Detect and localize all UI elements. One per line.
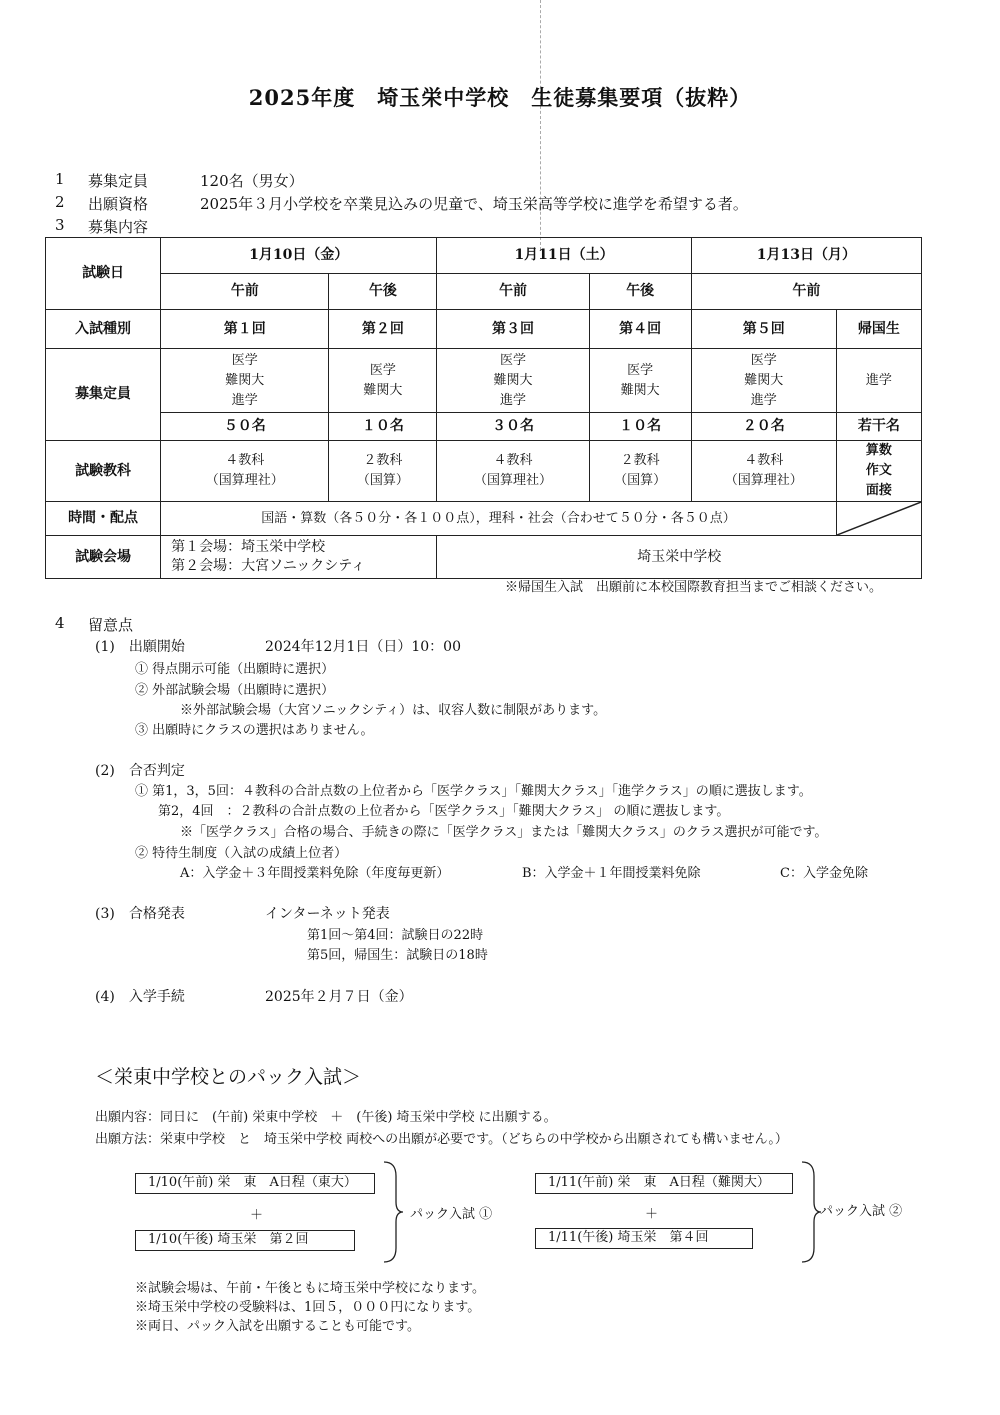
course-cell: 医学 難関大 (589, 349, 691, 413)
pack-note: ※試験会場は、午前・午後ともに埼玉栄中学校になります。 (135, 1281, 485, 1296)
overview-label-2: 出願資格 (88, 195, 149, 213)
pack2-plus: ＋ (645, 1207, 659, 1222)
venue-line-1: 第１会場：埼玉栄中学校 (171, 539, 326, 555)
count-cell: 若干名 (836, 413, 921, 441)
date-jan13: 1月13日（月） (691, 238, 921, 274)
type-cell: 第５回 (691, 310, 836, 349)
note3-value: インターネット発表 (265, 906, 390, 922)
session-cell: 午前 (691, 274, 921, 310)
pack2-bottom-box: 1/11(午後) 埼玉栄 第４回 (535, 1228, 753, 1249)
overview-num-2: 2 (55, 193, 65, 211)
pack2-label: パック入試 ② (820, 1204, 903, 1219)
row-label-subjects: 試験教科 (46, 441, 161, 502)
diagonal-empty-cell (836, 502, 921, 536)
count-cell: １０名 (329, 413, 437, 441)
page-title: 2025年度 埼玉栄中学校 生徒募集要項（抜粋） (248, 85, 752, 110)
scholarship-a: A：入学金＋３年間授業料免除（年度毎更新） (180, 866, 450, 881)
session-cell: 午前 (437, 274, 589, 310)
recruitment-table (45, 237, 922, 579)
pack1-bottom-box: 1/10(午後) 埼玉栄 第２回 (135, 1230, 355, 1251)
pack-note: ※両日、パック入試を出願することも可能です。 (135, 1319, 420, 1334)
venue-right-cell: 埼玉栄中学校 (437, 536, 922, 579)
note4-label: (4) 入学手続 (95, 989, 185, 1005)
pack1-label: パック入試 ① (410, 1207, 493, 1222)
count-cell: ２０名 (691, 413, 836, 441)
session-cell: 午後 (589, 274, 691, 310)
note1-item: ② 外部試験会場（出願時に選択） (135, 683, 335, 698)
course-cell: 医学 難関大 (329, 349, 437, 413)
overview-num-3: 3 (55, 216, 65, 234)
note1-item: ※外部試験会場（大宮ソニックシティ）は、収容人数に制限があります。 (180, 703, 607, 718)
overview-value-2: 2025年３月小学校を卒業見込みの児童で、埼玉栄高等学校に進学を希望する者。 (200, 195, 748, 213)
type-cell: 第１回 (161, 310, 329, 349)
subject-cell: ４教科 （国算理社） (691, 441, 836, 502)
type-cell: 第２回 (329, 310, 437, 349)
count-cell: ５０名 (161, 413, 329, 441)
note2-line: 第2，4回 ：２教科の合計点数の上位者から「医学クラス」「難関大クラス」 の順に選抜します。 (158, 804, 730, 819)
subject-cell: ２教科 （国算） (329, 441, 437, 502)
pack-method: 出願方法：栄東中学校 と 埼玉栄中学校 両校への出願が必要です。（どちらの中学校から出願されても構いません。） (95, 1132, 788, 1147)
table-footnote: ※帰国生入試 出願前に本校国際教育担当までご相談ください。 (505, 580, 883, 595)
session-cell: 午前 (161, 274, 329, 310)
pack2-top-box: 1/11(午前) 栄 東 A日程（難関大） (535, 1173, 793, 1194)
note2-line: ※「医学クラス」合格の場合、手続きの際に「医学クラス」または「難関大クラス」のクラス選択が可能です。 (180, 825, 828, 840)
course-cell: 進学 (836, 349, 921, 413)
venue-line-2: 第２会場：大宮ソニックシティ (171, 558, 366, 574)
course-cell: 医学 難関大 進学 (437, 349, 589, 413)
section4-num: 4 (55, 614, 65, 632)
course-cell: 医学 難関大 進学 (691, 349, 836, 413)
note3-label: (3) 合格発表 (95, 906, 185, 922)
note3-line: 第5回，帰国生：試験日の18時 (307, 948, 488, 963)
note1-item: ③ 出願時にクラスの選択はありません。 (135, 723, 374, 738)
row-label-time: 時間・配点 (46, 502, 161, 536)
overview-num-1: 1 (55, 170, 65, 188)
subject-cell: ４教科 （国算理社） (161, 441, 329, 502)
scholarship-b: B：入学金＋１年間授業料免除 (522, 866, 701, 881)
pack-note: ※埼玉栄中学校の受験料は、1回５，０００円になります。 (135, 1300, 481, 1315)
note2-label: (2) 合否判定 (95, 763, 185, 779)
row-label-capacity: 募集定員 (46, 349, 161, 441)
pack-heading: ＜栄東中学校とのパック入試＞ (95, 1066, 362, 1088)
venue-left-cell (161, 536, 437, 579)
count-cell: ３０名 (437, 413, 589, 441)
time-points-cell: 国語・算数（各５０分・各１００点），理科・社会（合わせて５０分・各５０点） (161, 502, 837, 536)
subject-cell: ４教科 （国算理社） (437, 441, 589, 502)
course-cell: 医学 難関大 進学 (161, 349, 329, 413)
overview-label-3: 募集内容 (88, 218, 149, 236)
pack1-top-box: 1/10(午前) 栄 東 A日程（東大） (135, 1173, 375, 1194)
row-label-type: 入試種別 (46, 310, 161, 349)
row-label-date: 試験日 (46, 238, 161, 310)
session-cell: 午後 (329, 274, 437, 310)
note4-value: 2025年２月７日（金） (265, 989, 413, 1005)
overview-value-1: 120名（男女） (200, 172, 304, 190)
date-jan10: 1月10日（金） (161, 238, 437, 274)
type-cell: 第３回 (437, 310, 589, 349)
pack-content: 出願内容：同日に (午前) 栄東中学校 ＋ (午後) 埼玉栄中学校 に出願する。 (95, 1110, 557, 1125)
count-cell: １０名 (589, 413, 691, 441)
note2-line: ② 特待生制度（入試の成績上位者） (135, 846, 348, 861)
subject-cell: ２教科 （国算） (589, 441, 691, 502)
type-cell: 第４回 (589, 310, 691, 349)
scholarship-c: C：入学金免除 (780, 866, 868, 881)
row-label-venue: 試験会場 (46, 536, 161, 579)
section4-heading: 留意点 (88, 616, 134, 634)
pack2-brace (800, 1160, 822, 1264)
note1-label: (1) 出願開始 (95, 639, 185, 655)
pack1-brace (382, 1160, 404, 1264)
note3-line: 第1回～第4回：試験日の22時 (307, 928, 484, 943)
overview-label-1: 募集定員 (88, 172, 149, 190)
subject-cell: 算数 作文 面接 (836, 441, 921, 502)
note2-line: ① 第1，3，5回：４教科の合計点数の上位者から「医学クラス」「難関大クラス」「進学クラス」の順に選抜します。 (135, 784, 812, 799)
type-cell: 帰国生 (836, 310, 921, 349)
pack1-plus: ＋ (250, 1208, 264, 1223)
note1-item: ① 得点開示可能（出願時に選択） (135, 662, 335, 677)
date-jan11: 1月11日（土） (437, 238, 691, 274)
diagonal-line (837, 502, 921, 535)
note1-value: 2024年12月1日（日）10：00 (265, 639, 461, 655)
